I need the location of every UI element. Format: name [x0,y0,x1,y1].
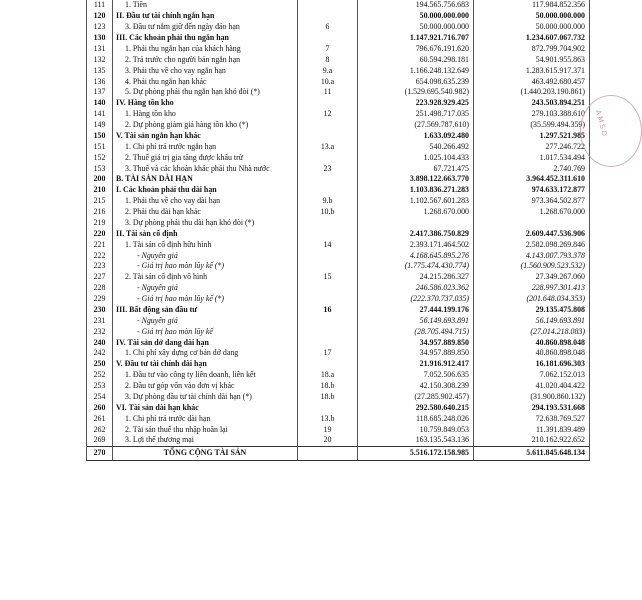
row-code: 149 [87,120,113,131]
row-current-year: 540.266.492 [358,141,474,152]
row-current-year: 118.685.248.026 [358,413,474,424]
table-row [87,22,590,33]
table-row [87,348,590,359]
row-current-year: 1.025.104.433 [358,152,474,163]
row-current-year: 56.149.693.891 [358,315,474,326]
row-code: 200 [87,174,113,185]
row-code: 261 [87,413,113,424]
row-code: 136 [87,76,113,87]
row-prior-year: (35.599.494.359) [474,120,590,131]
table-row [87,272,590,283]
row-current-year: 223.928.929.425 [358,98,474,109]
row-code: 254 [87,392,113,403]
row-label: - Giá trị hao mòn lũy kế [113,326,298,337]
row-code: 250 [87,359,113,370]
row-current-year: 1.103.836.271.283 [358,185,474,196]
table-row [87,120,590,131]
row-note [298,174,358,185]
row-code: 228 [87,283,113,294]
row-code: 130 [87,33,113,44]
table-row [87,141,590,152]
row-code: 131 [87,44,113,55]
row-note [298,359,358,370]
row-note: 18.a [298,370,358,381]
row-note: 15 [298,272,358,283]
table-row [87,185,590,196]
row-note [298,261,358,272]
row-current-year: 2.417.386.750.829 [358,228,474,239]
row-code: 221 [87,239,113,250]
row-current-year: 4.168.645.895.276 [358,250,474,261]
row-label: 2. Trả trước cho người bán ngắn hạn [113,54,298,65]
row-code: 216 [87,207,113,218]
row-prior-year: 72.638.769.527 [474,413,590,424]
row-note: 11 [298,87,358,98]
table-row [87,239,590,250]
table-row [87,98,590,109]
row-label: 3. Dự phòng phải thu dài hạn khó đòi (*) [113,218,298,229]
row-label: IV. Tài sản dở dang dài hạn [113,337,298,348]
row-prior-year: (201.648.034.353) [474,294,590,305]
row-label: 1. Chi phí xây dựng cơ bản dở dang [113,348,298,359]
row-code: 220 [87,228,113,239]
row-current-year: 67.721.475 [358,163,474,174]
row-label: III. Các khoản phải thu ngắn hạn [113,33,298,44]
table-row [87,174,590,185]
row-code: 262 [87,424,113,435]
table-row [87,44,590,55]
table-row [87,109,590,120]
row-prior-year: 29.135.475.808 [474,305,590,316]
row-current-year: 27.444.199.176 [358,305,474,316]
row-prior-year: 210.162.922.652 [474,435,590,446]
row-label: 1. Tiền [113,0,298,11]
row-prior-year: 56.149.693.891 [474,315,590,326]
row-prior-year: (1.560.909.523.532) [474,261,590,272]
row-prior-year: 1.268.670.000 [474,207,590,218]
row-label: IV. Hàng tồn kho [113,98,298,109]
row-current-year: 1.166.248.132.649 [358,65,474,76]
row-code: 151 [87,141,113,152]
row-current-year: (222.370.737.035) [358,294,474,305]
row-current-year: (27.285.902.457) [358,392,474,403]
row-current-year: 34.957.889.850 [358,348,474,359]
row-code: 231 [87,315,113,326]
row-note [298,11,358,22]
row-current-year: 163.135.543.136 [358,435,474,446]
row-note [298,33,358,44]
row-code: 240 [87,337,113,348]
table-row [87,359,590,370]
table-row [87,305,590,316]
row-code: 111 [87,0,113,11]
row-code: 260 [87,402,113,413]
row-code: 253 [87,381,113,392]
row-code: 252 [87,370,113,381]
row-note: 6 [298,22,358,33]
row-current-year: 2.393.171.464.502 [358,239,474,250]
row-code: 232 [87,326,113,337]
row-prior-year: 40.860.898.048 [474,337,590,348]
row-prior-year: 974.633.172.877 [474,185,590,196]
row-prior-year: 2.609.447.536.906 [474,228,590,239]
row-label: 3. Lợi thế thương mại [113,435,298,446]
row-code: 242 [87,348,113,359]
table-row [87,207,590,218]
table-row [87,283,590,294]
row-current-year: 1.633.092.480 [358,131,474,142]
row-note [298,326,358,337]
row-current-year: 194.565.756.683 [358,0,474,11]
row-prior-year: 2.740.769 [474,163,590,174]
row-label: 2. Dự phòng giảm giá hàng tồn kho (*) [113,120,298,131]
row-prior-year: 294.193.531.668 [474,402,590,413]
row-prior-year: 872.799.704.902 [474,44,590,55]
balance-sheet-table [86,0,590,461]
row-current-year: (1.775.474.430.774) [358,261,474,272]
row-code: 229 [87,294,113,305]
row-current-year: 1.102.567.601.283 [358,196,474,207]
row-label: - Nguyên giá [113,315,298,326]
table-row [87,11,590,22]
table-row [87,413,590,424]
row-current-year: 1.268.670.000 [358,207,474,218]
row-label: 1. Hàng tồn kho [113,109,298,120]
row-label: 3. Đầu tư nắm giữ đến ngày đáo hạn [113,22,298,33]
row-label: II. Tài sản cố định [113,228,298,239]
row-current-year: 60.594.298.181 [358,54,474,65]
row-current-year: (27.569.787.610) [358,120,474,131]
row-label: I. Các khoản phải thu dài hạn [113,185,298,196]
row-note [298,283,358,294]
row-prior-year: 11.391.839.489 [474,424,590,435]
row-prior-year: 463.492.680.457 [474,76,590,87]
row-label: 2. Tài sản thuế thu nhập hoãn lại [113,424,298,435]
row-label: 1. Đầu tư vào công ty liên doanh, liên kết [113,370,298,381]
table-row [87,33,590,44]
row-label: 1. Phải thu ngắn hạn của khách hàng [113,44,298,55]
row-label: 2. Thuế giá trị gia tăng được khấu trừ [113,152,298,163]
row-code: 222 [87,250,113,261]
row-label: 2. Đầu tư góp vốn vào đơn vị khác [113,381,298,392]
row-code: 123 [87,22,113,33]
table-row [87,131,590,142]
table-row [87,218,590,229]
row-prior-year: 279.103.388.610 [474,109,590,120]
row-note: 17 [298,348,358,359]
table-row [87,163,590,174]
row-current-year: 34.957.889.850 [358,337,474,348]
row-prior-year: 243.503.894.251 [474,98,590,109]
table-row [87,65,590,76]
row-note: 14 [298,239,358,250]
row-label: B. TÀI SẢN DÀI HẠN [113,174,298,185]
row-note: 18.b [298,392,358,403]
row-label: V. Đầu tư tài chính dài hạn [113,359,298,370]
table-row [87,0,590,11]
row-prior-year: 27.349.267.060 [474,272,590,283]
row-note: 19 [298,424,358,435]
row-current-year: (28.705.494.715) [358,326,474,337]
row-prior-year: 1.234.607.067.732 [474,33,590,44]
row-current-year: 3.898.122.663.770 [358,174,474,185]
row-note [298,185,358,196]
table-row [87,152,590,163]
row-label: III. Bất động sản đầu tư [113,305,298,316]
total-label: TỔNG CỘNG TÀI SẢN [113,446,298,460]
row-current-year: 654.098.635.239 [358,76,474,87]
row-code: 135 [87,65,113,76]
row-code: 140 [87,98,113,109]
row-current-year: 50.000.000.000 [358,22,474,33]
total-row [87,446,590,460]
row-code: 269 [87,435,113,446]
table-row [87,370,590,381]
row-code: 230 [87,305,113,316]
balance-sheet-rows [87,0,590,460]
row-note [298,294,358,305]
row-code: 152 [87,152,113,163]
row-current-year: 42.150.308.239 [358,381,474,392]
row-label: - Nguyên giá [113,250,298,261]
row-note: 9.b [298,196,358,207]
row-note [298,250,358,261]
row-label: 1. Tài sản cố định hữu hình [113,239,298,250]
row-current-year: 50.000.000.000 [358,11,474,22]
row-label: 1. Phải thu về cho vay dài hạn [113,196,298,207]
table-row [87,228,590,239]
row-current-year: (1.529.695.540.982) [358,87,474,98]
row-code: 153 [87,163,113,174]
company-stamp: AMSO [580,95,642,167]
row-note [298,228,358,239]
row-prior-year: (31.900.860.132) [474,392,590,403]
row-current-year: 21.916.912.417 [358,359,474,370]
row-current-year [358,218,474,229]
table-row [87,294,590,305]
row-label: II. Đầu tư tài chính ngắn hạn [113,11,298,22]
row-prior-year: 973.364.502.877 [474,196,590,207]
row-label: 1. Chi phí trả trước ngắn hạn [113,141,298,152]
row-current-year: 1.147.921.716.707 [358,33,474,44]
row-label: - Giá trị hao mòn lũy kế (*) [113,261,298,272]
row-note: 23 [298,163,358,174]
row-note: 7 [298,44,358,55]
row-prior-year: 277.246.722 [474,141,590,152]
row-prior-year: (1.440.203.190.861) [474,87,590,98]
row-prior-year: 1.017.534.494 [474,152,590,163]
row-label: 5. Dự phòng phải thu ngắn hạn khó đòi (*) [113,87,298,98]
row-note [298,120,358,131]
total-current-year: 5.516.172.158.985 [358,446,474,460]
row-note [298,152,358,163]
row-code: 132 [87,54,113,65]
total-note [298,446,358,460]
table-row [87,54,590,65]
row-note: 20 [298,435,358,446]
table-row [87,326,590,337]
table-row [87,196,590,207]
row-note: 10.a [298,76,358,87]
row-note: 9.a [298,65,358,76]
row-note: 10.b [298,207,358,218]
row-label: 2. Tài sản cố định vô hình [113,272,298,283]
row-prior-year: (27.014.218.083) [474,326,590,337]
row-prior-year: 40.860.898.048 [474,348,590,359]
row-prior-year: 50.000.000.000 [474,22,590,33]
row-label: 4. Phải thu ngắn hạn khác [113,76,298,87]
table-row [87,87,590,98]
row-prior-year: 228.997.301.413 [474,283,590,294]
total-prior-year: 5.611.845.648.134 [474,446,590,460]
row-code: 141 [87,109,113,120]
row-note [298,337,358,348]
table-row [87,402,590,413]
row-label: 3. Dự phòng đầu tư tài chính dài hạn (*) [113,392,298,403]
table-row [87,261,590,272]
row-prior-year: 4.143.007.793.378 [474,250,590,261]
row-prior-year [474,218,590,229]
row-note [298,402,358,413]
row-note [298,0,358,11]
row-note [298,315,358,326]
row-note: 16 [298,305,358,316]
row-prior-year: 117.984.852.356 [474,0,590,11]
table-row [87,435,590,446]
row-code: 150 [87,131,113,142]
row-prior-year: 3.964.452.311.610 [474,174,590,185]
row-label: 3. Phải thu về cho vay ngắn hạn [113,65,298,76]
total-code: 270 [87,446,113,460]
row-note: 8 [298,54,358,65]
row-code: 219 [87,218,113,229]
row-prior-year: 1.297.521.985 [474,131,590,142]
row-code: 227 [87,272,113,283]
row-prior-year: 50.000.000.000 [474,11,590,22]
row-note: 13.b [298,413,358,424]
table-row [87,337,590,348]
row-current-year: 7.052.506.635 [358,370,474,381]
table-row [87,315,590,326]
table-row [87,250,590,261]
row-note [298,98,358,109]
row-code: 210 [87,185,113,196]
row-current-year: 10.759.849.053 [358,424,474,435]
table-row [87,424,590,435]
row-current-year: 24.215.286.327 [358,272,474,283]
row-current-year: 246.586.023.362 [358,283,474,294]
row-code: 120 [87,11,113,22]
row-prior-year: 54.901.955.863 [474,54,590,65]
row-label: 3. Thuế và các khoản khác phải thu Nhà nước [113,163,298,174]
row-prior-year: 1.283.615.917.371 [474,65,590,76]
row-label: VI. Tài sản dài hạn khác [113,402,298,413]
row-note [298,218,358,229]
row-label: 1. Chi phí trả trước dài hạn [113,413,298,424]
row-current-year: 292.580.640.215 [358,402,474,413]
row-label: - Giá trị hao mòn lũy kế (*) [113,294,298,305]
row-prior-year: 7.062.152.013 [474,370,590,381]
row-current-year: 796.676.191.620 [358,44,474,55]
table-row [87,392,590,403]
row-code: 215 [87,196,113,207]
row-prior-year: 16.181.696.303 [474,359,590,370]
row-note [298,131,358,142]
row-code: 223 [87,261,113,272]
table-row [87,76,590,87]
row-label: V. Tài sản ngắn hạn khác [113,131,298,142]
row-label: - Nguyên giá [113,283,298,294]
row-prior-year: 41.020.404.422 [474,381,590,392]
row-code: 137 [87,87,113,98]
row-note: 18.b [298,381,358,392]
row-label: 2. Phải thu dài hạn khác [113,207,298,218]
row-note: 13.a [298,141,358,152]
row-note: 12 [298,109,358,120]
table-row [87,381,590,392]
row-prior-year: 2.582.098.269.846 [474,239,590,250]
row-current-year: 251.498.717.035 [358,109,474,120]
